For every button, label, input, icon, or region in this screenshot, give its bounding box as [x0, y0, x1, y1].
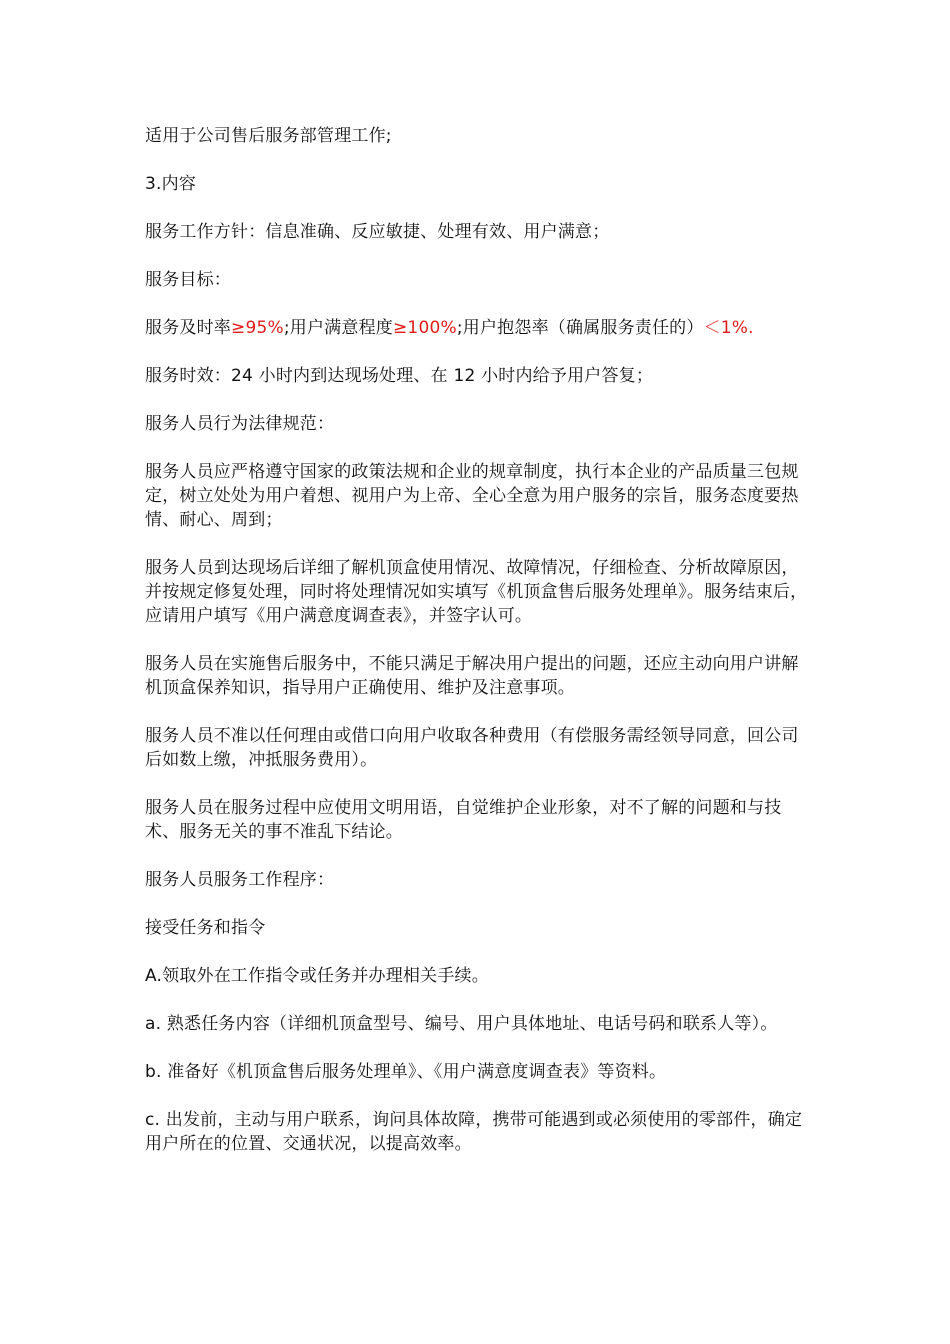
procedure-heading: 服务人员服务工作程序： — [145, 870, 335, 890]
service-goals-heading: 服务目标： — [145, 270, 231, 290]
conduct-rule-compliance: 服务人员应严格遵守国家的政策法规和企业的规章制度，执行本企业的产品质量三包规定，树立处处为用户着想、视用户为上帝、全心全意为用户服务的宗旨，服务态度要热情、耐心、周到； — [145, 462, 799, 530]
document-body — [145, 124, 810, 1180]
procedure-subitem-b: b. 准备好《机顶盒售后服务处理单》、《用户满意度调查表》等资料。 — [145, 1062, 667, 1082]
metric-value-satisfaction: ≥100% — [392, 318, 457, 338]
conduct-rule-education: 服务人员在实施售后服务中，不能只满足于解决用户提出的问题，还应主动向用户讲解机顶盒保养知识，指导用户正确使用、维护及注意事项。 — [145, 654, 799, 698]
metric-label-complaint: ;用户抱怨率（确属服务责任的） — [456, 318, 704, 338]
section-heading-content: 3.内容 — [145, 174, 197, 194]
metric-label-timeliness: 服务及时率 — [145, 318, 231, 338]
metric-value-timeliness: ≥95% — [231, 318, 284, 338]
procedure-subitem-c: c. 出发前，主动与用户联系，询问具体故障，携带可能遇到或必须使用的零部件，确定用户所在的位置、交通状况，以提高效率。 — [145, 1110, 803, 1154]
scope-paragraph: 适用于公司售后服务部管理工作; — [145, 126, 392, 146]
conduct-heading: 服务人员行为法律规范： — [145, 414, 335, 434]
procedure-step-receive: 接受任务和指令 — [145, 918, 266, 938]
conduct-rule-onsite: 服务人员到达现场后详细了解机顶盒使用情况、故障情况，仔细检查、分析故障原因，并按规定修复处理，同时将处理情况如实填写《机顶盒售后服务处理单》。服务结束后，应请用户填写《用户满意度调查表》，并签字认可。 — [145, 558, 808, 626]
conduct-rule-fees: 服务人员不准以任何理由或借口向用户收取各种费用（有偿服务需经领导同意，回公司后如数上缴，冲抵服务费用）。 — [145, 726, 799, 770]
conduct-rule-language: 服务人员在服务过程中应使用文明用语，自觉维护企业形象，对不了解的问题和与技术、服务无关的事不准乱下结论。 — [145, 798, 782, 842]
procedure-item-a: A.领取外在工作指令或任务并办理相关手续。 — [145, 966, 489, 986]
procedure-subitem-a: a. 熟悉任务内容（详细机顶盒型号、编号、用户具体地址、电话号码和联系人等）。 — [145, 1014, 778, 1034]
service-goals-metrics — [145, 316, 810, 340]
metric-value-complaint: ＜1%. — [703, 318, 754, 338]
service-timeliness-paragraph: 服务时效：24 小时内到达现场处理、在 12 小时内给予用户答复； — [145, 366, 654, 386]
service-policy-paragraph: 服务工作方针：信息准确、反应敏捷、处理有效、用户满意； — [145, 222, 610, 242]
metric-label-satisfaction: ;用户满意程度 — [283, 318, 393, 338]
